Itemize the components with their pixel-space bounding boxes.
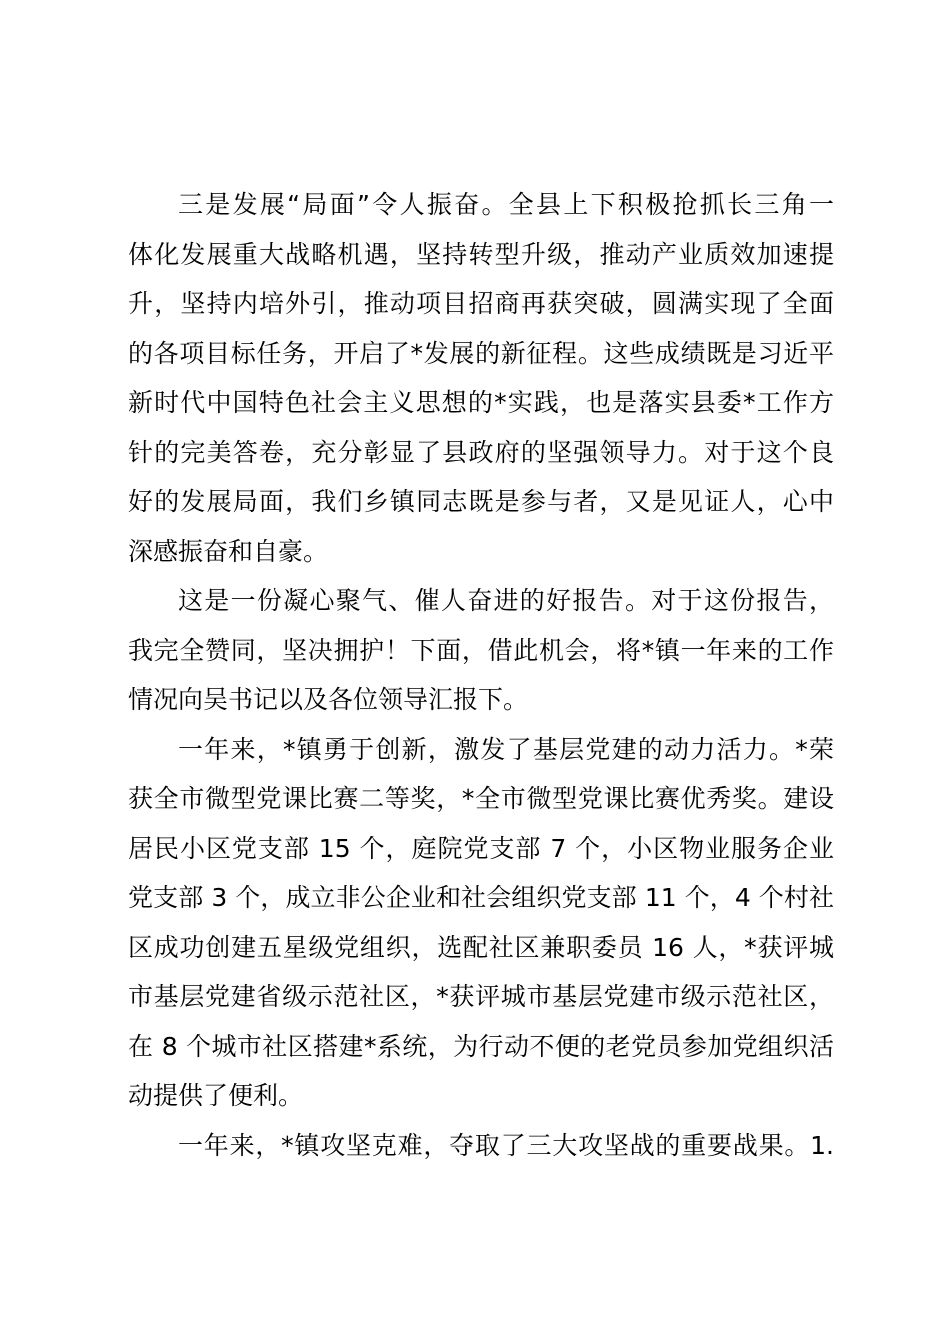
paragraph	[128, 1121, 834, 1171]
text-line: 深感振奋和自豪。	[128, 536, 329, 566]
text-line: 我完全赞同，坚决拥护！下面，借此机会，将*镇一年来的工作	[128, 635, 834, 665]
text-line: 这是一份凝心聚气、催人奋进的好报告。对于这份报告，	[178, 586, 834, 615]
text-line: 市基层党建省级示范社区，*获评城市基层党建市级示范社区，	[128, 982, 834, 1011]
text-line: 体化发展重大战略机遇，坚持转型升级，推动产业质效加速提	[128, 239, 834, 269]
text-line: 居民小区党支部 15 个，庭院党支部 7 个，小区物业服务企业	[128, 833, 834, 863]
text-line: 三是发展“局面”令人振奋。全县上下积极抢抓长三角一	[178, 190, 834, 219]
body-text	[128, 180, 834, 1170]
paragraph	[128, 180, 834, 576]
text-line: 一年来，*镇攻坚克难，夺取了三大攻坚战的重要战果。1.	[178, 1130, 834, 1160]
text-line: 好的发展局面，我们乡镇同志既是参与者，又是见证人，心中	[128, 487, 834, 516]
text-line: 动提供了便利。	[128, 1081, 304, 1110]
text-line: 的各项目标任务，开启了*发展的新征程。这些成绩既是习近平	[128, 338, 834, 368]
text-line: 区成功创建五星级党组织，选配社区兼职委员 16 人，*获评城	[128, 932, 834, 962]
text-line: 在 8 个城市社区搭建*系统，为行动不便的老党员参加党组织活	[128, 1031, 834, 1061]
text-line: 获全市微型党课比赛二等奖，*全市微型党课比赛优秀奖。建设	[128, 784, 834, 813]
text-line: 新时代中国特色社会主义思想的*实践，也是落实县委*工作方	[128, 388, 834, 417]
text-line: 一年来，*镇勇于创新，激发了基层党建的动力活力。*荣	[178, 734, 834, 764]
text-line: 情况向吴书记以及各位领导汇报下。	[128, 685, 529, 714]
paragraph	[128, 576, 834, 725]
paragraph	[128, 725, 834, 1121]
text-line: 党支部 3 个，成立非公企业和社会组织党支部 11 个，4 个村社	[128, 883, 834, 912]
text-line: 针的完美答卷，充分彰显了县政府的坚强领导力。对于这个良	[128, 437, 834, 467]
text-line: 升，坚持内培外引，推动项目招商再获突破，圆满实现了全面	[128, 289, 834, 318]
